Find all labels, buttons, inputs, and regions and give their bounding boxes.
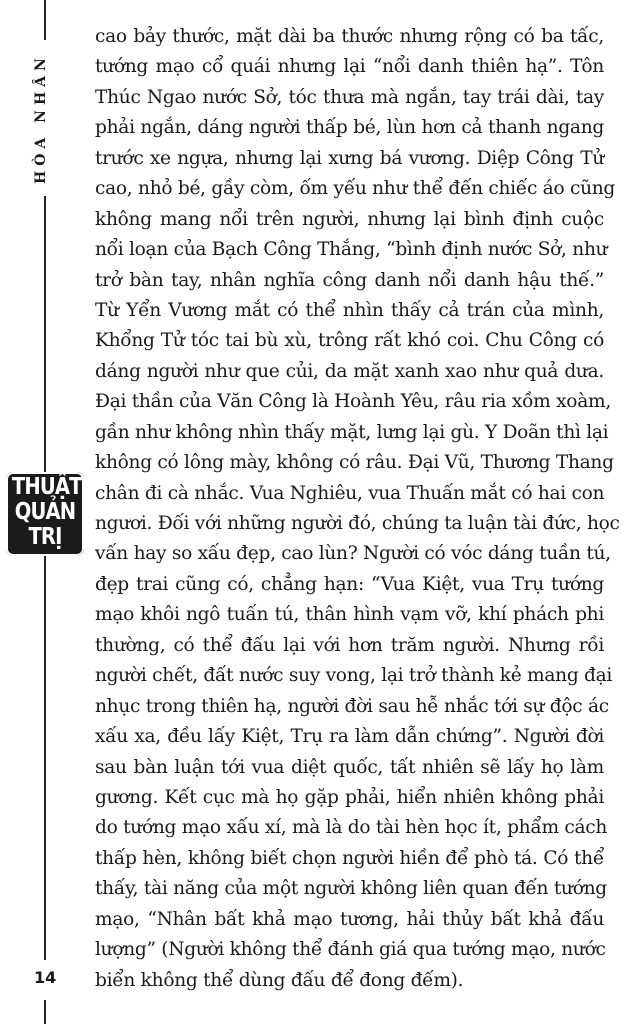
margin-rule-top	[44, 0, 46, 40]
text-line: biển không thể dùng đấu để đong đếm).	[95, 969, 464, 991]
badge-line: THUẬT	[11, 474, 82, 500]
text-line: nhục trong thiên hạ, người đời sau hễ nhắc tới sự độc ác	[95, 695, 609, 717]
text-line: cao, nhỏ bé, gầy còm, ốm yếu như thể đến chiếc áo cũng	[95, 178, 616, 200]
text-line: Đại thần của Văn Công là Hoành Yêu, râu ria xồm xoàm,	[95, 391, 611, 413]
text-line: phải ngắn, dáng người thấp bé, lùn hơn cả thanh ngang	[95, 117, 604, 139]
text-line: không có lông mày, không có râu. Đại Vũ, Thương Thang	[95, 452, 614, 474]
text-line: mạo, “Nhân bất khả mạo tương, hải thủy bất khả đấu	[95, 908, 604, 930]
text-line: tướng mạo cổ quái nhưng lại “nổi danh thiên hạ”. Tôn	[95, 56, 604, 78]
page-number: 14	[34, 968, 57, 987]
text-line: không mang nổi trên người, nhưng lại bình định cuộc	[95, 208, 604, 230]
body-text	[95, 22, 620, 996]
text-line: lượng” (Người không thể đánh giá qua tướng mạo, nước	[95, 939, 606, 961]
text-line: đẹp trai cũng có, chẳng hạn: “Vua Kiệt, vua Trụ tướng	[95, 573, 604, 595]
text-line: chân đi cà nhắc. Vua Nghiêu, vua Thuấn mắt có hai con	[95, 482, 605, 504]
text-line: người chết, đất nước suy vong, lại trở thành kẻ mang đại	[95, 665, 613, 687]
text-line: gần như không nhìn thấy mặt, lưng lại gù. Y Doãn thì lại	[95, 421, 609, 443]
section-badge	[6, 472, 84, 556]
text-line: Thúc Ngao nước Sở, tóc thưa mà ngắn, tay trái dài, tay	[95, 86, 604, 108]
text-line: do tướng mạo xấu xí, mà là do tài hèn học ít, phẩm cách	[95, 817, 608, 839]
text-line: dáng người như que củi, da mặt xanh xao như quả dưa.	[95, 360, 604, 382]
text-line: sau bàn luận tới vua diệt quốc, tất nhiên sẽ lấy họ làm	[95, 756, 604, 778]
text-line: trước xe ngựa, nhưng lại xưng bá vương. Diệp Công Tử	[95, 147, 604, 169]
text-line: ngươi. Đối với những người đó, chúng ta luận tài đức, học	[95, 513, 620, 534]
text-line: xấu xa, đều lấy Kiệt, Trụ ra làm dẫn chứng”. Người đời	[95, 726, 604, 748]
margin-rule-lower	[44, 556, 46, 960]
text-line: trở bàn tay, nhân nghĩa công danh nổi danh hậu thế.”	[95, 269, 604, 291]
margin-rule-bottom	[44, 1000, 46, 1024]
text-line: Khổng Tử tóc tai bù xù, trông rất khó coi. Chu Công có	[95, 330, 604, 352]
text-line: vấn hay so xấu đẹp, cao lùn? Người có vóc dáng tuần tú,	[95, 543, 611, 565]
running-header-text: HÒA NHÂN	[33, 53, 49, 184]
text-line: thấp hèn, không biết chọn người hiền để phò tá. Có thể	[95, 847, 604, 869]
text-line: thấy, tài năng của một người không liên quan đến tướng	[95, 878, 607, 900]
text-line: thường, có thể đấu lại với hơn trăm người. Nhưng rồi	[95, 634, 604, 656]
text-line: gương. Kết cục mà họ gặp phải, hiển nhiên không phải	[95, 786, 604, 808]
text-line: cao bảy thước, mặt dài ba thước nhưng rộng có ba tấc,	[95, 26, 604, 47]
margin-rule-upper	[44, 196, 46, 472]
text-line: nổi loạn của Bạch Công Thắng, “bình định nước Sở, như	[95, 239, 608, 261]
text-line: Từ Yển Vương mắt có thể nhìn thấy cả trán của mình,	[95, 299, 604, 321]
text-line: mạo khôi ngô tuấn tú, thân hình vạm vỡ, khí phách phi	[95, 604, 604, 626]
badge-line: TRỊ	[28, 524, 62, 550]
badge-line: QUẢN	[14, 499, 76, 525]
